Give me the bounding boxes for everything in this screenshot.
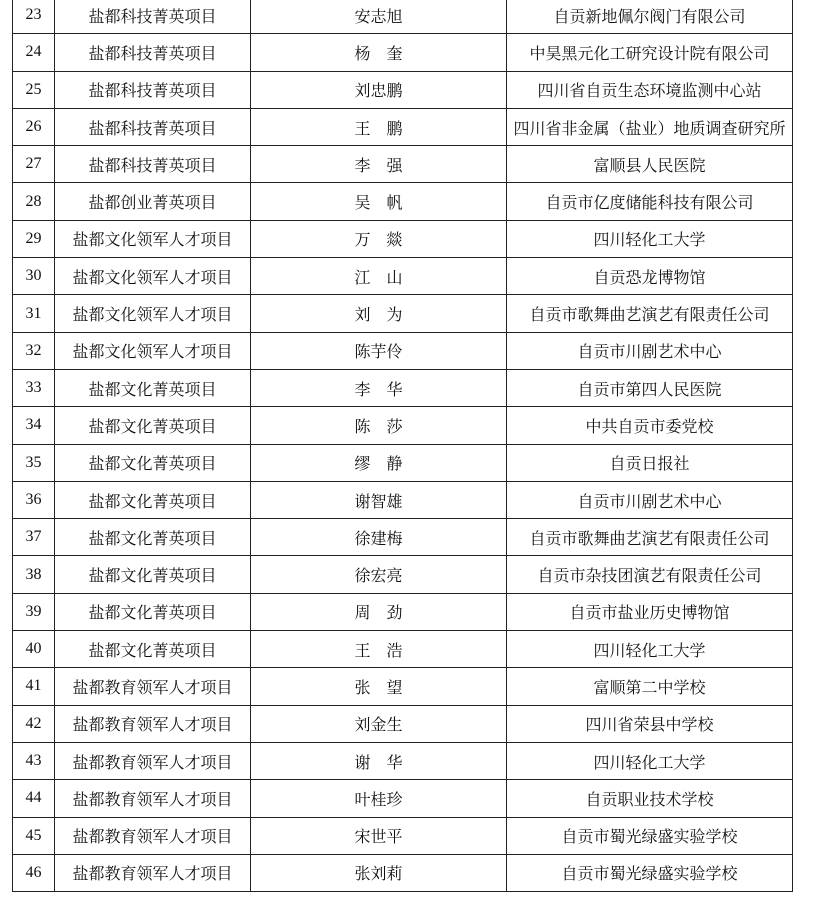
row-number: 37 <box>13 519 55 556</box>
table-row <box>13 780 793 817</box>
project-category: 盐都科技菁英项目 <box>55 108 251 145</box>
work-unit: 自贡市盐业历史博物馆 <box>507 593 793 630</box>
person-name: 谢 华 <box>251 742 507 779</box>
person-name: 陈 莎 <box>251 407 507 444</box>
row-number: 24 <box>13 34 55 71</box>
project-category: 盐都文化领军人才项目 <box>55 258 251 295</box>
work-unit: 自贡市亿度储能科技有限公司 <box>507 183 793 220</box>
table-row <box>13 0 793 34</box>
project-category: 盐都文化菁英项目 <box>55 481 251 518</box>
person-name: 徐宏亮 <box>251 556 507 593</box>
table-row <box>13 705 793 742</box>
table-row <box>13 519 793 556</box>
project-category: 盐都教育领军人才项目 <box>55 854 251 891</box>
table-row <box>13 481 793 518</box>
project-category: 盐都文化菁英项目 <box>55 407 251 444</box>
row-number: 25 <box>13 71 55 108</box>
person-name: 王 浩 <box>251 631 507 668</box>
row-number: 27 <box>13 146 55 183</box>
work-unit: 自贡日报社 <box>507 444 793 481</box>
row-number: 41 <box>13 668 55 705</box>
row-number: 45 <box>13 817 55 854</box>
table-row <box>13 817 793 854</box>
work-unit: 自贡市第四人民医院 <box>507 369 793 406</box>
row-number: 44 <box>13 780 55 817</box>
table-row <box>13 631 793 668</box>
row-number: 29 <box>13 220 55 257</box>
table-row <box>13 183 793 220</box>
project-category: 盐都创业菁英项目 <box>55 183 251 220</box>
work-unit: 自贡恐龙博物馆 <box>507 258 793 295</box>
project-category: 盐都文化菁英项目 <box>55 369 251 406</box>
table-row <box>13 854 793 891</box>
row-number: 43 <box>13 742 55 779</box>
table-row <box>13 258 793 295</box>
work-unit: 自贡市歌舞曲艺演艺有限责任公司 <box>507 519 793 556</box>
work-unit: 自贡职业技术学校 <box>507 780 793 817</box>
table-row <box>13 556 793 593</box>
row-number: 40 <box>13 631 55 668</box>
table-row <box>13 668 793 705</box>
work-unit: 四川省荣县中学校 <box>507 705 793 742</box>
work-unit: 四川轻化工大学 <box>507 742 793 779</box>
work-unit: 四川省非金属（盐业）地质调查研究所 <box>507 108 793 145</box>
person-name: 江 山 <box>251 258 507 295</box>
project-category: 盐都教育领军人才项目 <box>55 668 251 705</box>
work-unit: 自贡市川剧艺术中心 <box>507 332 793 369</box>
row-number: 26 <box>13 108 55 145</box>
table-row <box>13 369 793 406</box>
person-name: 刘金生 <box>251 705 507 742</box>
project-category: 盐都教育领军人才项目 <box>55 780 251 817</box>
row-number: 33 <box>13 369 55 406</box>
person-name: 万 燚 <box>251 220 507 257</box>
person-name: 安志旭 <box>251 0 507 34</box>
project-category: 盐都文化领军人才项目 <box>55 332 251 369</box>
person-name: 叶桂珍 <box>251 780 507 817</box>
person-name: 宋世平 <box>251 817 507 854</box>
project-category: 盐都文化领军人才项目 <box>55 295 251 332</box>
person-name: 张 望 <box>251 668 507 705</box>
row-number: 34 <box>13 407 55 444</box>
person-name: 谢智雄 <box>251 481 507 518</box>
row-number: 35 <box>13 444 55 481</box>
table-row <box>13 593 793 630</box>
work-unit: 中共自贡市委党校 <box>507 407 793 444</box>
person-name: 缪 静 <box>251 444 507 481</box>
table-row <box>13 742 793 779</box>
project-category: 盐都文化菁英项目 <box>55 593 251 630</box>
person-name: 刘 为 <box>251 295 507 332</box>
work-unit: 自贡新地佩尔阀门有限公司 <box>507 0 793 34</box>
project-category: 盐都文化领军人才项目 <box>55 220 251 257</box>
person-name: 杨 奎 <box>251 34 507 71</box>
work-unit: 自贡市蜀光绿盛实验学校 <box>507 817 793 854</box>
row-number: 28 <box>13 183 55 220</box>
table-row <box>13 146 793 183</box>
row-number: 31 <box>13 295 55 332</box>
work-unit: 自贡市川剧艺术中心 <box>507 481 793 518</box>
project-category: 盐都科技菁英项目 <box>55 71 251 108</box>
project-category: 盐都科技菁英项目 <box>55 0 251 34</box>
work-unit: 四川省自贡生态环境监测中心站 <box>507 71 793 108</box>
person-name: 李 华 <box>251 369 507 406</box>
table-row <box>13 108 793 145</box>
row-number: 42 <box>13 705 55 742</box>
table-row <box>13 220 793 257</box>
project-category: 盐都科技菁英项目 <box>55 146 251 183</box>
table-row <box>13 34 793 71</box>
row-number: 39 <box>13 593 55 630</box>
talent-list-table <box>12 0 793 892</box>
work-unit: 自贡市歌舞曲艺演艺有限责任公司 <box>507 295 793 332</box>
person-name: 徐建梅 <box>251 519 507 556</box>
work-unit: 富顺县人民医院 <box>507 146 793 183</box>
project-category: 盐都教育领军人才项目 <box>55 742 251 779</box>
project-category: 盐都科技菁英项目 <box>55 34 251 71</box>
row-number: 32 <box>13 332 55 369</box>
row-number: 30 <box>13 258 55 295</box>
work-unit: 自贡市杂技团演艺有限责任公司 <box>507 556 793 593</box>
table-body <box>13 0 793 892</box>
work-unit: 中昊黑元化工研究设计院有限公司 <box>507 34 793 71</box>
person-name: 陈芋伶 <box>251 332 507 369</box>
row-number: 46 <box>13 854 55 891</box>
table-row <box>13 444 793 481</box>
person-name: 刘忠鹏 <box>251 71 507 108</box>
person-name: 吴 帆 <box>251 183 507 220</box>
work-unit: 四川轻化工大学 <box>507 631 793 668</box>
work-unit: 自贡市蜀光绿盛实验学校 <box>507 854 793 891</box>
project-category: 盐都文化菁英项目 <box>55 556 251 593</box>
project-category: 盐都文化菁英项目 <box>55 519 251 556</box>
table-row <box>13 332 793 369</box>
person-name: 王 鹏 <box>251 108 507 145</box>
table-row <box>13 407 793 444</box>
table-row <box>13 295 793 332</box>
row-number: 38 <box>13 556 55 593</box>
project-category: 盐都教育领军人才项目 <box>55 817 251 854</box>
project-category: 盐都文化菁英项目 <box>55 631 251 668</box>
row-number: 36 <box>13 481 55 518</box>
project-category: 盐都文化菁英项目 <box>55 444 251 481</box>
work-unit: 富顺第二中学校 <box>507 668 793 705</box>
table-row <box>13 71 793 108</box>
project-category: 盐都教育领军人才项目 <box>55 705 251 742</box>
person-name: 李 强 <box>251 146 507 183</box>
person-name: 张刘莉 <box>251 854 507 891</box>
work-unit: 四川轻化工大学 <box>507 220 793 257</box>
row-number: 23 <box>13 0 55 34</box>
person-name: 周 劲 <box>251 593 507 630</box>
